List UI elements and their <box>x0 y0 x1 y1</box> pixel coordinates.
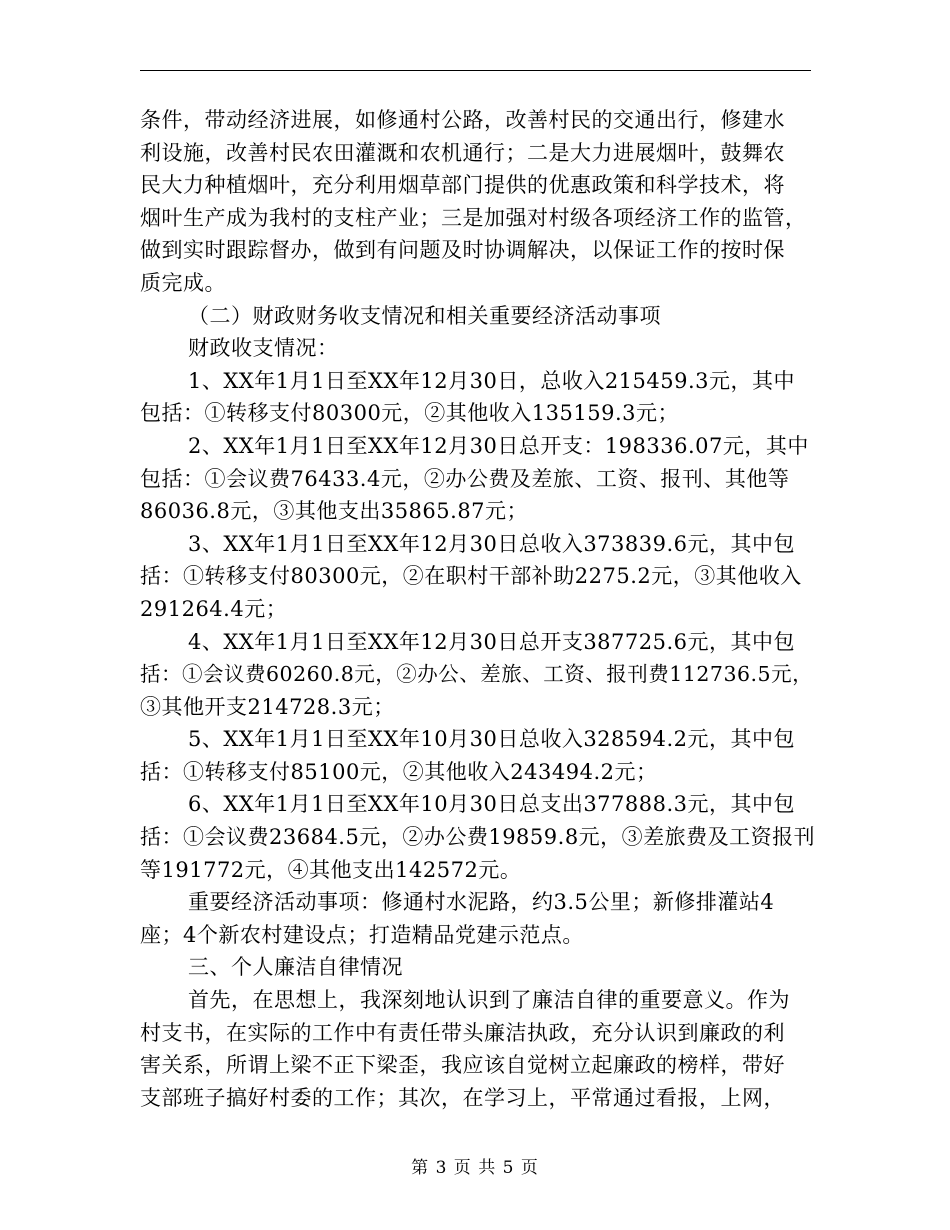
text-line: 烟叶生产成为我村的支柱产业；三是加强对村级各项经济工作的监管， <box>140 205 807 230</box>
text-line: 括：①转移支付85100元，②其他收入243494.2元； <box>140 759 658 784</box>
text-line: （二）财政财务收支情况和相关重要经济活动事项 <box>188 303 661 328</box>
text-line: 括：①会议费60260.8元，②办公、差旅、工资、报刊费112736.5元， <box>140 662 814 687</box>
text-line: 6、XX年1月1日至XX年10月30日总支出377888.3元，其中包 <box>188 792 796 817</box>
text-line: ③其他开支214728.3元； <box>140 694 395 719</box>
text-line: 重要经济活动事项：修通村水泥路，约3.5公里；新修排灌站4 <box>188 890 775 915</box>
text-line: 害关系，所谓上梁不正下梁歪，我应该自觉树立起廉政的榜样，带好 <box>140 1053 785 1078</box>
text-line: 包括：①转移支付80300元，②其他收入135159.3元； <box>140 401 680 426</box>
text-line: 等191772元，④其他支出142572元。 <box>140 857 522 882</box>
text-line: 首先，在思想上，我深刻地认识到了廉洁自律的重要意义。作为 <box>188 988 790 1013</box>
text-line: 4、XX年1月1日至XX年12月30日总开支387725.6元，其中包 <box>188 629 796 654</box>
document-body <box>140 104 820 1114</box>
text-line: 条件，带动经济进展，如修通村公路，改善村民的交通出行，修建水 <box>140 108 785 132</box>
text-line: 括：①转移支付80300元，②在职村干部补助2275.2元，③其他收入 <box>140 564 802 589</box>
text-line: 1、XX年1月1日至XX年12月30日，总收入215459.3元，其中 <box>188 368 796 393</box>
text-line: 民大力种植烟叶，充分利用烟草部门提供的优惠政策和科学技术，将 <box>140 173 785 198</box>
text-line: 支部班子搞好村委的工作；其次，在学习上，平常通过看报，上网， <box>140 1085 785 1110</box>
page-footer: 第 3 页 共 5 页 <box>411 1158 539 1178</box>
text-line: 财政收支情况： <box>188 336 339 361</box>
text-line: 86036.8元，③其他支出35865.87元； <box>140 499 529 524</box>
text-line: 包括：①会议费76433.4元，②办公费及差旅、工资、报刊、其他等 <box>140 466 790 491</box>
text-line: 3、XX年1月1日至XX年12月30日总收入373839.6元，其中包 <box>188 531 796 556</box>
text-line: 三、个人廉洁自律情况 <box>188 955 403 980</box>
text-line: 做到实时跟踪督办，做到有问题及时协调解决，以保证工作的按时保 <box>140 238 785 263</box>
text-line: 利设施，改善村民农田灌溉和农机通行；二是大力进展烟叶，鼓舞农 <box>140 140 785 165</box>
text-line: 括：①会议费23684.5元，②办公费19859.8元，③差旅费及工资报刊 <box>140 825 816 850</box>
text-line: 291264.4元； <box>140 596 288 621</box>
text-line: 质完成。 <box>140 270 226 295</box>
header-rule <box>140 70 811 71</box>
text-line: 村支书，在实际的工作中有责任带头廉洁执政，充分认识到廉政的利 <box>140 1020 785 1045</box>
text-line: 2、XX年1月1日至XX年12月30日总开支：198336.07元，其中 <box>188 433 809 458</box>
text-line: 座；4个新农村建设点；打造精品党建示范点。 <box>140 922 584 947</box>
text-line: 5、XX年1月1日至XX年10月30日总收入328594.2元，其中包 <box>188 727 796 752</box>
